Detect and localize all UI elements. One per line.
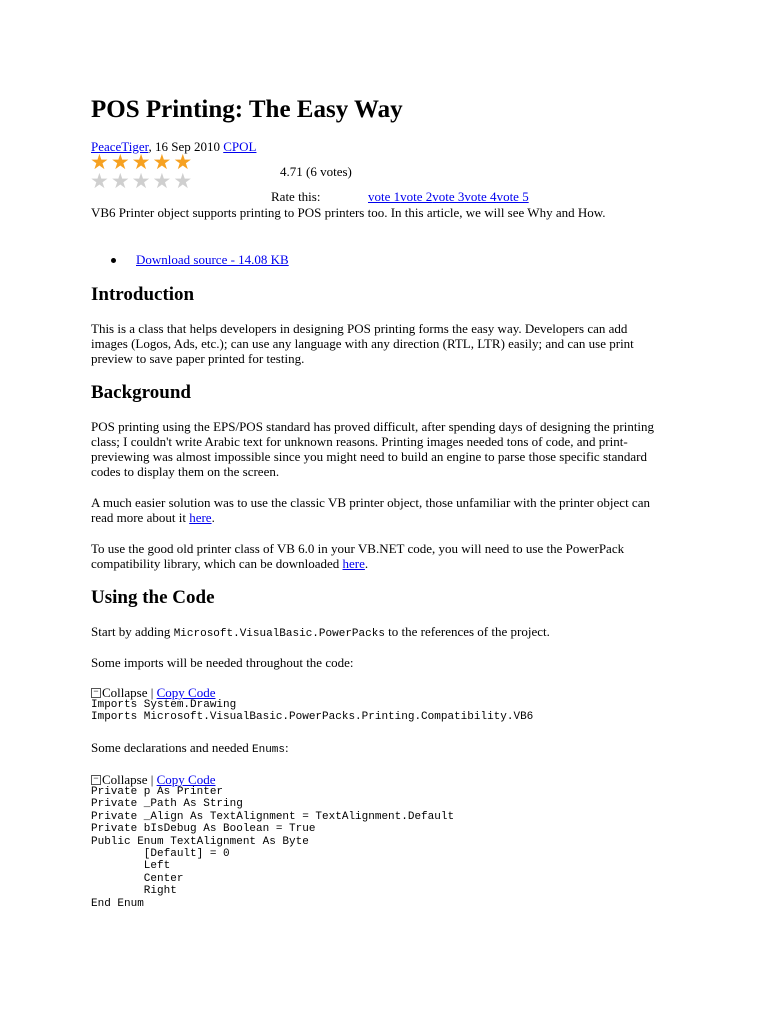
collapse-button[interactable]: Collapse (102, 685, 148, 700)
background-p3-end: . (364, 556, 369, 571)
using-code-paragraph-3 (91, 740, 666, 758)
star-filled-icon: ★ (110, 150, 132, 174)
author-link[interactable]: PeaceTiger (91, 139, 149, 154)
bullet-icon (111, 258, 116, 263)
collapse-button[interactable]: Collapse (102, 772, 148, 787)
vote-1-link[interactable]: vote 1 (368, 189, 401, 204)
using-p1-end: to the references of the project. (384, 624, 550, 639)
vote-5-link[interactable]: vote 5 (496, 189, 529, 204)
background-p2-end: . (211, 510, 215, 525)
background-paragraph-3 (91, 541, 666, 571)
using-code-paragraph-1 (91, 624, 666, 642)
inline-code-powerpacks: Microsoft.VisualBasic.PowerPacks (173, 628, 385, 640)
collapse-minus-icon[interactable]: − (91, 775, 101, 785)
copy-code-link[interactable]: Copy Code (156, 685, 216, 700)
background-p3-text: To use the good old printer class of VB 6.0 in your VB.NET code, you will need to use the PowerPack compatibility library, which can be downloaded (91, 541, 625, 571)
rating-stars-empty (90, 171, 194, 191)
code-toolbar-2 (91, 772, 215, 787)
collapse-minus-icon[interactable]: − (91, 688, 101, 698)
star-filled-icon: ★ (152, 150, 174, 174)
publish-date: , 16 Sep 2010 (148, 139, 224, 154)
using-p3-end: : (285, 740, 289, 755)
license-link[interactable]: CPOL (223, 139, 257, 154)
star-filled-icon: ★ (131, 150, 153, 174)
vote-3-link[interactable]: vote 3 (432, 189, 465, 204)
using-code-paragraph-2: Some imports will be needed throughout the code: (91, 655, 354, 670)
vote-links (368, 189, 529, 204)
background-p2-text: A much easier solution was to use the classic VB printer object, those unfamiliar with the printer object can read more about it (91, 495, 650, 525)
download-list-item (111, 252, 289, 267)
download-source-link[interactable]: Download source - 14.08 KB (136, 252, 289, 267)
inline-code-enums: Enums (252, 744, 286, 756)
rate-this-label: Rate this: (271, 189, 321, 204)
heading-background: Background (91, 382, 191, 403)
printer-object-link[interactable]: here (189, 510, 212, 525)
star-empty-icon: ★ (90, 169, 111, 193)
powerpack-download-link[interactable]: here (342, 556, 365, 571)
code-block-declarations: Private p As Printer Private _Path As String Private _Align As TextAlignment = TextAlignment.Default Private bIsDebug As Boolean = True Public Enum TextAlignment As Byte [Default] = 0 Left Center Right End Enum (91, 786, 455, 910)
star-empty-icon: ★ (152, 169, 174, 193)
copy-code-link[interactable]: Copy Code (156, 772, 216, 787)
vote-2-link[interactable]: vote 2 (400, 189, 433, 204)
rating-score: 4.71 (6 votes) (280, 164, 352, 179)
article-summary: VB6 Printer object supports printing to POS printers too. In this article, we will see Why and How. (91, 205, 606, 220)
vote-4-link[interactable]: vote 4 (464, 189, 497, 204)
star-empty-icon: ★ (131, 169, 153, 193)
star-filled-icon: ★ (90, 150, 111, 174)
introduction-text: This is a class that helps developers in designing POS printing forms the easy way. Developers can add images (Logos, Ads, etc.); can use any language with any direction (RTL, LTR) easily; and can use print preview to save paper printed for testing. (91, 321, 634, 366)
background-paragraph-1: POS printing using the EPS/POS standard has proved difficult, after spending days of designing the printing class; I couldn't write Arabic text for unknown reasons. Printing images needed tons of code, and print-previewing was almost impossible since you might need to build an engine to parse those specific standard codes to display them on the screen. (91, 419, 655, 479)
page-title: POS Printing: The Easy Way (91, 96, 403, 123)
code-toolbar-1 (91, 685, 215, 700)
toolbar-separator: | (147, 685, 157, 700)
code-block-imports: Imports System.Drawing Imports Microsoft.VisualBasic.PowerPacks.Printing.Compatibility.VB6 (91, 699, 534, 724)
using-p3-text: Some declarations and needed (91, 740, 252, 755)
star-filled-icon: ★ (173, 150, 195, 174)
star-empty-icon: ★ (110, 169, 132, 193)
using-p1-text: Start by adding (91, 624, 174, 639)
star-empty-icon: ★ (173, 169, 195, 193)
heading-introduction: Introduction (91, 284, 195, 305)
background-paragraph-2 (91, 495, 666, 525)
toolbar-separator: | (147, 772, 157, 787)
heading-using-the-code: Using the Code (91, 587, 215, 608)
